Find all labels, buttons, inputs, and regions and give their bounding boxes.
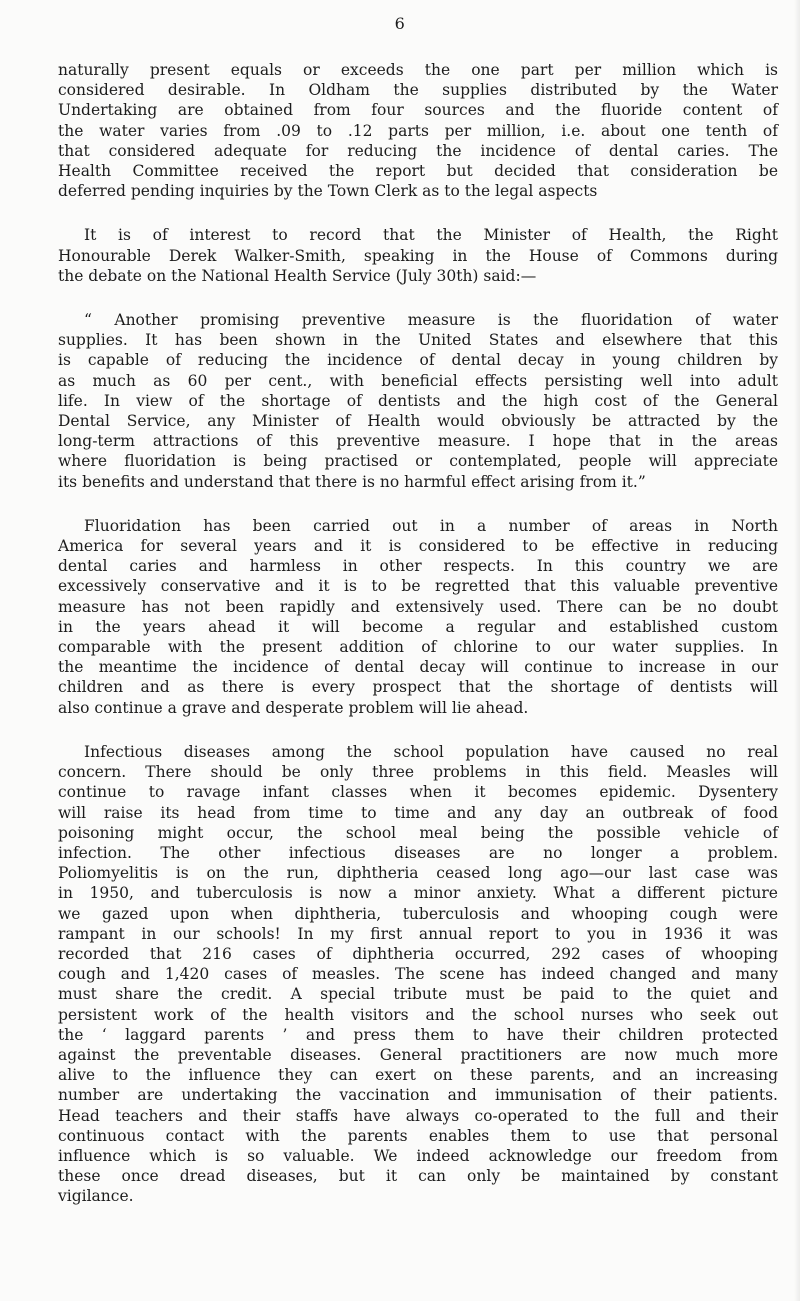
page-number: 6 <box>394 14 406 33</box>
text-line: Honourable Derek Walker-Smith, speaking in the House of Commons during <box>58 246 778 265</box>
text-line: also continue a grave and desperate problem will lie ahead. <box>58 698 529 717</box>
text-line: is capable of reducing the incidence of dental decay in young children by <box>58 351 778 370</box>
text-line: the debate on the National Health Service (July 30th) said:— <box>58 266 537 285</box>
text-line: long-term attractions of this preventive measure. I hope that in the areas <box>58 432 778 451</box>
text-line: we gazed upon when diphtheria, tuberculosis and whooping cough were <box>58 904 778 923</box>
paragraph-minister-of-health <box>58 225 778 286</box>
text-line: Undertaking are obtained from four sources and the fluoride content of <box>58 101 778 120</box>
text-line: deferred pending inquiries by the Town Clerk as to the legal aspects <box>58 182 598 201</box>
text-line: Infectious diseases among the school population have caused no real <box>84 742 778 761</box>
text-line: excessively conservative and it is to be regretted that this valuable preventive <box>58 577 778 596</box>
paragraph-infectious-diseases <box>58 742 778 1207</box>
text-line: persistent work of the health visitors and the school nurses who seek out <box>58 1005 778 1024</box>
text-line: It is of interest to record that the Minister of Health, the Right <box>84 226 778 245</box>
page-edge-shadow <box>794 0 800 1301</box>
text-line: Head teachers and their staffs have always co-operated to the full and their <box>58 1106 778 1125</box>
text-line: its benefits and understand that there is no harmful effect arising from it.” <box>58 472 646 491</box>
text-line: cough and 1,420 cases of measles. The scene has indeed changed and many <box>58 965 778 984</box>
text-line: comparable with the present addition of chlorine to our water supplies. In <box>58 638 778 657</box>
text-line: supplies. It has been shown in the United States and elsewhere that this <box>58 331 778 350</box>
text-line: America for several years and it is considered to be effective in reducing <box>58 537 778 556</box>
text-line: in 1950, and tuberculosis is now a minor anxiety. What a different picture <box>58 884 778 903</box>
text-line: concern. There should be only three problems in this field. Measles will <box>58 763 778 782</box>
text-line: naturally present equals or exceeds the one part per million which is <box>58 61 778 79</box>
text-line: as much as 60 per cent., with beneficial effects persisting well into adult <box>58 371 778 390</box>
report-body <box>58 60 778 1231</box>
text-line: Dental Service, any Minister of Health would obviously be attracted by the <box>58 412 778 431</box>
text-line: these once dread diseases, but it can only be maintained by constant <box>58 1167 778 1186</box>
text-line: number are undertaking the vaccination and immunisation of their patients. <box>58 1086 778 1105</box>
text-line: the ‘ laggard parents ’ and press them to have their children protected <box>58 1025 778 1044</box>
text-line: where fluoridation is being practised or contemplated, people will appreciate <box>58 452 778 471</box>
text-line: considered desirable. In Oldham the supplies distributed by the Water <box>58 81 778 100</box>
text-line: alive to the influence they can exert on these parents, and an increasing <box>58 1066 778 1085</box>
text-line: life. In view of the shortage of dentists and the high cost of the General <box>58 391 778 410</box>
text-line: Poliomyelitis is on the run, diphtheria ceased long ago—our last case was <box>58 864 778 883</box>
paragraph-fluoride-supplies <box>58 60 778 201</box>
text-line: Health Committee received the report but decided that consideration be <box>58 162 778 181</box>
text-line: must share the credit. A special tribute must be paid to the quiet and <box>58 985 778 1004</box>
text-line: will raise its head from time to time and any day an outbreak of food <box>58 803 778 822</box>
text-line: children and as there is every prospect that the shortage of dentists will <box>58 678 778 697</box>
text-line: continue to ravage infant classes when it becomes epidemic. Dysentery <box>58 783 778 802</box>
paragraph-quotation <box>58 310 778 492</box>
text-line: poisoning might occur, the school meal being the possible vehicle of <box>58 823 778 842</box>
text-line: that considered adequate for reducing the incidence of dental caries. The <box>58 141 778 160</box>
text-line: rampant in our schools! In my first annual report to you in 1936 it was <box>58 924 778 943</box>
text-line: recorded that 216 cases of diphtheria occurred, 292 cases of whooping <box>58 944 778 963</box>
text-line: the water varies from .09 to .12 parts per million, i.e. about one tenth of <box>58 121 778 140</box>
text-line: vigilance. <box>58 1187 134 1206</box>
text-line: in the years ahead it will become a regular and established custom <box>58 617 778 636</box>
text-line: “ Another promising preventive measure is the fluoridation of water <box>84 311 778 330</box>
text-line: measure has not been rapidly and extensively used. There can be no doubt <box>58 597 778 616</box>
text-line: influence which is so valuable. We indeed acknowledge our freedom from <box>58 1146 778 1165</box>
text-line: continuous contact with the parents enables them to use that personal <box>58 1126 778 1145</box>
text-line: infection. The other infectious diseases are no longer a problem. <box>58 843 778 862</box>
text-line: the meantime the incidence of dental decay will continue to increase in our <box>58 658 778 677</box>
text-line: dental caries and harmless in other respects. In this country we are <box>58 557 778 576</box>
text-line: Fluoridation has been carried out in a number of areas in North <box>84 516 778 535</box>
text-line: against the preventable diseases. General practitioners are now much more <box>58 1045 778 1064</box>
paragraph-fluoridation-north-america <box>58 516 778 718</box>
